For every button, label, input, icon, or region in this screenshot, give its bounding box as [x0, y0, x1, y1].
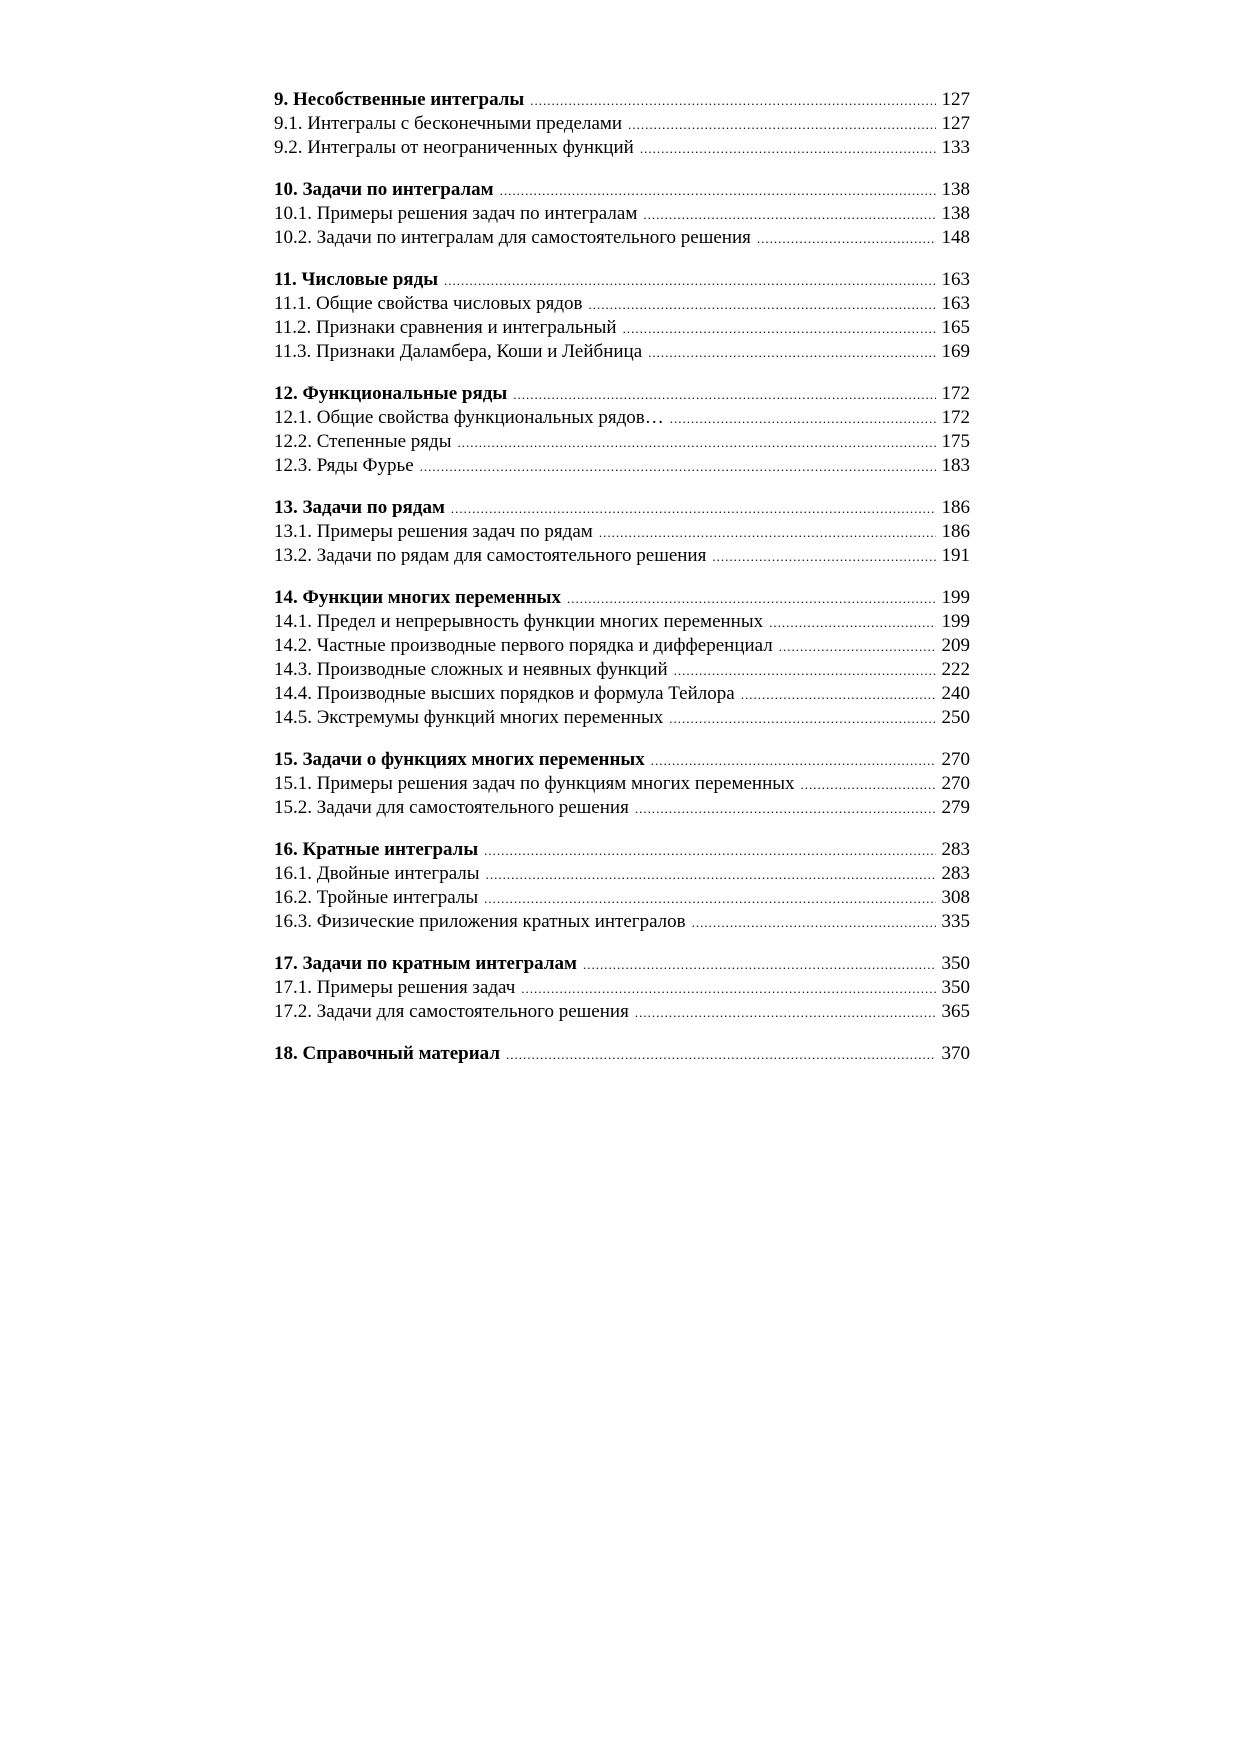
chapter-title: 17. Задачи по кратным интегралам: [274, 953, 577, 974]
toc-section: [274, 838, 970, 934]
dot-leader: [741, 683, 936, 707]
toc-subsection-entry: [274, 796, 970, 820]
chapter-title: 13. Задачи по рядам: [274, 497, 445, 518]
dot-leader: [521, 977, 935, 1001]
page-number: 138: [941, 179, 970, 200]
subsection-title: 12.1. Общие свойства функциональных рядов…: [274, 407, 664, 428]
subsection-title: 10.2. Задачи по интегралам для самостоятельного решения: [274, 227, 751, 248]
page-number: 279: [941, 797, 970, 818]
page-number: 350: [941, 953, 970, 974]
chapter-title: 11. Числовые ряды: [274, 269, 439, 290]
page-number: 172: [941, 383, 970, 404]
dot-leader: [506, 1043, 936, 1067]
subsection-title: 11.3. Признаки Даламбера, Коши и Лейбница: [274, 341, 643, 362]
dot-leader: [692, 911, 936, 935]
toc-subsection-entry: [274, 202, 970, 226]
chapter-title: 10. Задачи по интегралам: [274, 179, 494, 200]
toc-subsection-entry: [274, 1000, 970, 1024]
dot-leader: [635, 797, 936, 821]
page-number: 186: [941, 497, 970, 518]
toc-subsection-entry: [274, 292, 970, 316]
subsection-title: 12.2. Степенные ряды: [274, 431, 452, 452]
toc-subsection-entry: [274, 634, 970, 658]
page-number: 283: [941, 839, 970, 860]
toc-chapter-entry: [274, 268, 970, 292]
toc-chapter-entry: [274, 586, 970, 610]
page-number: 240: [941, 683, 970, 704]
dot-leader: [420, 455, 936, 479]
page-number: 370: [941, 1043, 970, 1064]
subsection-title: 17.1. Примеры решения задач: [274, 977, 516, 998]
toc-chapter-entry: [274, 382, 970, 406]
dot-leader: [779, 635, 936, 659]
dot-leader: [589, 293, 936, 317]
page-number: 163: [941, 269, 970, 290]
chapter-title: 14. Функции многих переменных: [274, 587, 562, 608]
chapter-title: 9. Несобственные интегралы: [274, 89, 525, 110]
toc-subsection-entry: [274, 520, 970, 544]
toc-subsection-entry: [274, 658, 970, 682]
dot-leader: [444, 269, 935, 293]
page-number: 270: [941, 749, 970, 770]
dot-leader: [669, 707, 935, 731]
dot-leader: [623, 317, 936, 341]
subsection-title: 14.1. Предел и непрерывность функции многих переменных: [274, 611, 764, 632]
toc-subsection-entry: [274, 430, 970, 454]
page-number: 365: [941, 1001, 970, 1022]
dot-leader: [500, 179, 936, 203]
subsection-title: 14.2. Частные производные первого порядка и дифференциал: [274, 635, 773, 656]
subsection-title: 11.2. Признаки сравнения и интегральный: [274, 317, 617, 338]
toc-chapter-entry: [274, 496, 970, 520]
dot-leader: [628, 113, 935, 137]
page-number: 308: [941, 887, 970, 908]
subsection-title: 13.2. Задачи по рядам для самостоятельного решения: [274, 545, 707, 566]
toc-chapter-entry: [274, 952, 970, 976]
toc-section: [274, 268, 970, 364]
page-number: 350: [941, 977, 970, 998]
dot-leader: [457, 431, 935, 455]
subsection-title: 9.2. Интегралы от неограниченных функций: [274, 137, 634, 158]
page-number: 191: [941, 545, 970, 566]
page-number: 199: [941, 611, 970, 632]
toc-section: [274, 748, 970, 820]
dot-leader: [651, 749, 936, 773]
toc-subsection-entry: [274, 226, 970, 250]
dot-leader: [640, 137, 936, 161]
dot-leader: [670, 407, 936, 431]
dot-leader: [712, 545, 935, 569]
subsection-title: 12.3. Ряды Фурье: [274, 455, 414, 476]
page-number: 183: [941, 455, 970, 476]
toc-subsection-entry: [274, 862, 970, 886]
subsection-title: 14.5. Экстремумы функций многих переменных: [274, 707, 664, 728]
subsection-title: 10.1. Примеры решения задач по интегралам: [274, 203, 638, 224]
dot-leader: [643, 203, 935, 227]
dot-leader: [801, 773, 936, 797]
toc-subsection-entry: [274, 976, 970, 1000]
toc-section: [274, 88, 970, 160]
page-number: 209: [941, 635, 970, 656]
toc-subsection-entry: [274, 886, 970, 910]
page-number: 199: [941, 587, 970, 608]
dot-leader: [648, 341, 935, 365]
dot-leader: [757, 227, 936, 251]
page-number: 270: [941, 773, 970, 794]
subsection-title: 11.1. Общие свойства числовых рядов: [274, 293, 583, 314]
toc-section: [274, 496, 970, 568]
subsection-title: 13.1. Примеры решения задач по рядам: [274, 521, 593, 542]
dot-leader: [486, 863, 936, 887]
subsection-title: 14.3. Производные сложных и неявных функций: [274, 659, 668, 680]
dot-leader: [769, 611, 935, 635]
subsection-title: 16.1. Двойные интегралы: [274, 863, 480, 884]
table-of-contents: [274, 88, 970, 1084]
toc-section: [274, 178, 970, 250]
toc-chapter-entry: [274, 748, 970, 772]
toc-subsection-entry: [274, 406, 970, 430]
chapter-title: 12. Функциональные ряды: [274, 383, 508, 404]
toc-chapter-entry: [274, 838, 970, 862]
subsection-title: 14.4. Производные высших порядков и формула Тейлора: [274, 683, 735, 704]
toc-subsection-entry: [274, 544, 970, 568]
page-number: 283: [941, 863, 970, 884]
toc-subsection-entry: [274, 772, 970, 796]
page-number: 250: [941, 707, 970, 728]
dot-leader: [513, 383, 935, 407]
page-number: 138: [941, 203, 970, 224]
dot-leader: [567, 587, 935, 611]
toc-subsection-entry: [274, 706, 970, 730]
dot-leader: [599, 521, 936, 545]
subsection-title: 16.3. Физические приложения кратных интегралов: [274, 911, 686, 932]
toc-subsection-entry: [274, 610, 970, 634]
page-number: 169: [941, 341, 970, 362]
dot-leader: [635, 1001, 936, 1025]
chapter-title: 15. Задачи о функциях многих переменных: [274, 749, 645, 770]
chapter-title: 18. Справочный материал: [274, 1043, 500, 1064]
toc-subsection-entry: [274, 682, 970, 706]
toc-section: [274, 382, 970, 478]
page-number: 335: [941, 911, 970, 932]
subsection-title: 17.2. Задачи для самостоятельного решения: [274, 1001, 629, 1022]
dot-leader: [451, 497, 936, 521]
toc-subsection-entry: [274, 136, 970, 160]
toc-subsection-entry: [274, 112, 970, 136]
subsection-title: 15.1. Примеры решения задач по функциям многих переменных: [274, 773, 795, 794]
toc-section: [274, 952, 970, 1024]
dot-leader: [674, 659, 936, 683]
toc-chapter-entry: [274, 1042, 970, 1066]
dot-leader: [484, 887, 935, 911]
toc-chapter-entry: [274, 88, 970, 112]
page-number: 163: [941, 293, 970, 314]
toc-section: [274, 586, 970, 730]
toc-subsection-entry: [274, 910, 970, 934]
page-number: 172: [941, 407, 970, 428]
page-number: 127: [941, 113, 970, 134]
dot-leader: [583, 953, 936, 977]
subsection-title: 15.2. Задачи для самостоятельного решения: [274, 797, 629, 818]
toc-subsection-entry: [274, 340, 970, 364]
page-number: 165: [941, 317, 970, 338]
chapter-title: 16. Кратные интегралы: [274, 839, 479, 860]
subsection-title: 9.1. Интегралы с бесконечными пределами: [274, 113, 623, 134]
dot-leader: [484, 839, 935, 863]
page-number: 186: [941, 521, 970, 542]
page-number: 127: [941, 89, 970, 110]
page-number: 148: [941, 227, 970, 248]
toc-subsection-entry: [274, 316, 970, 340]
page-number: 133: [941, 137, 970, 158]
toc-section: [274, 1042, 970, 1066]
page-number: 222: [941, 659, 970, 680]
toc-subsection-entry: [274, 454, 970, 478]
page-number: 175: [941, 431, 970, 452]
dot-leader: [530, 89, 935, 113]
toc-chapter-entry: [274, 178, 970, 202]
subsection-title: 16.2. Тройные интегралы: [274, 887, 479, 908]
